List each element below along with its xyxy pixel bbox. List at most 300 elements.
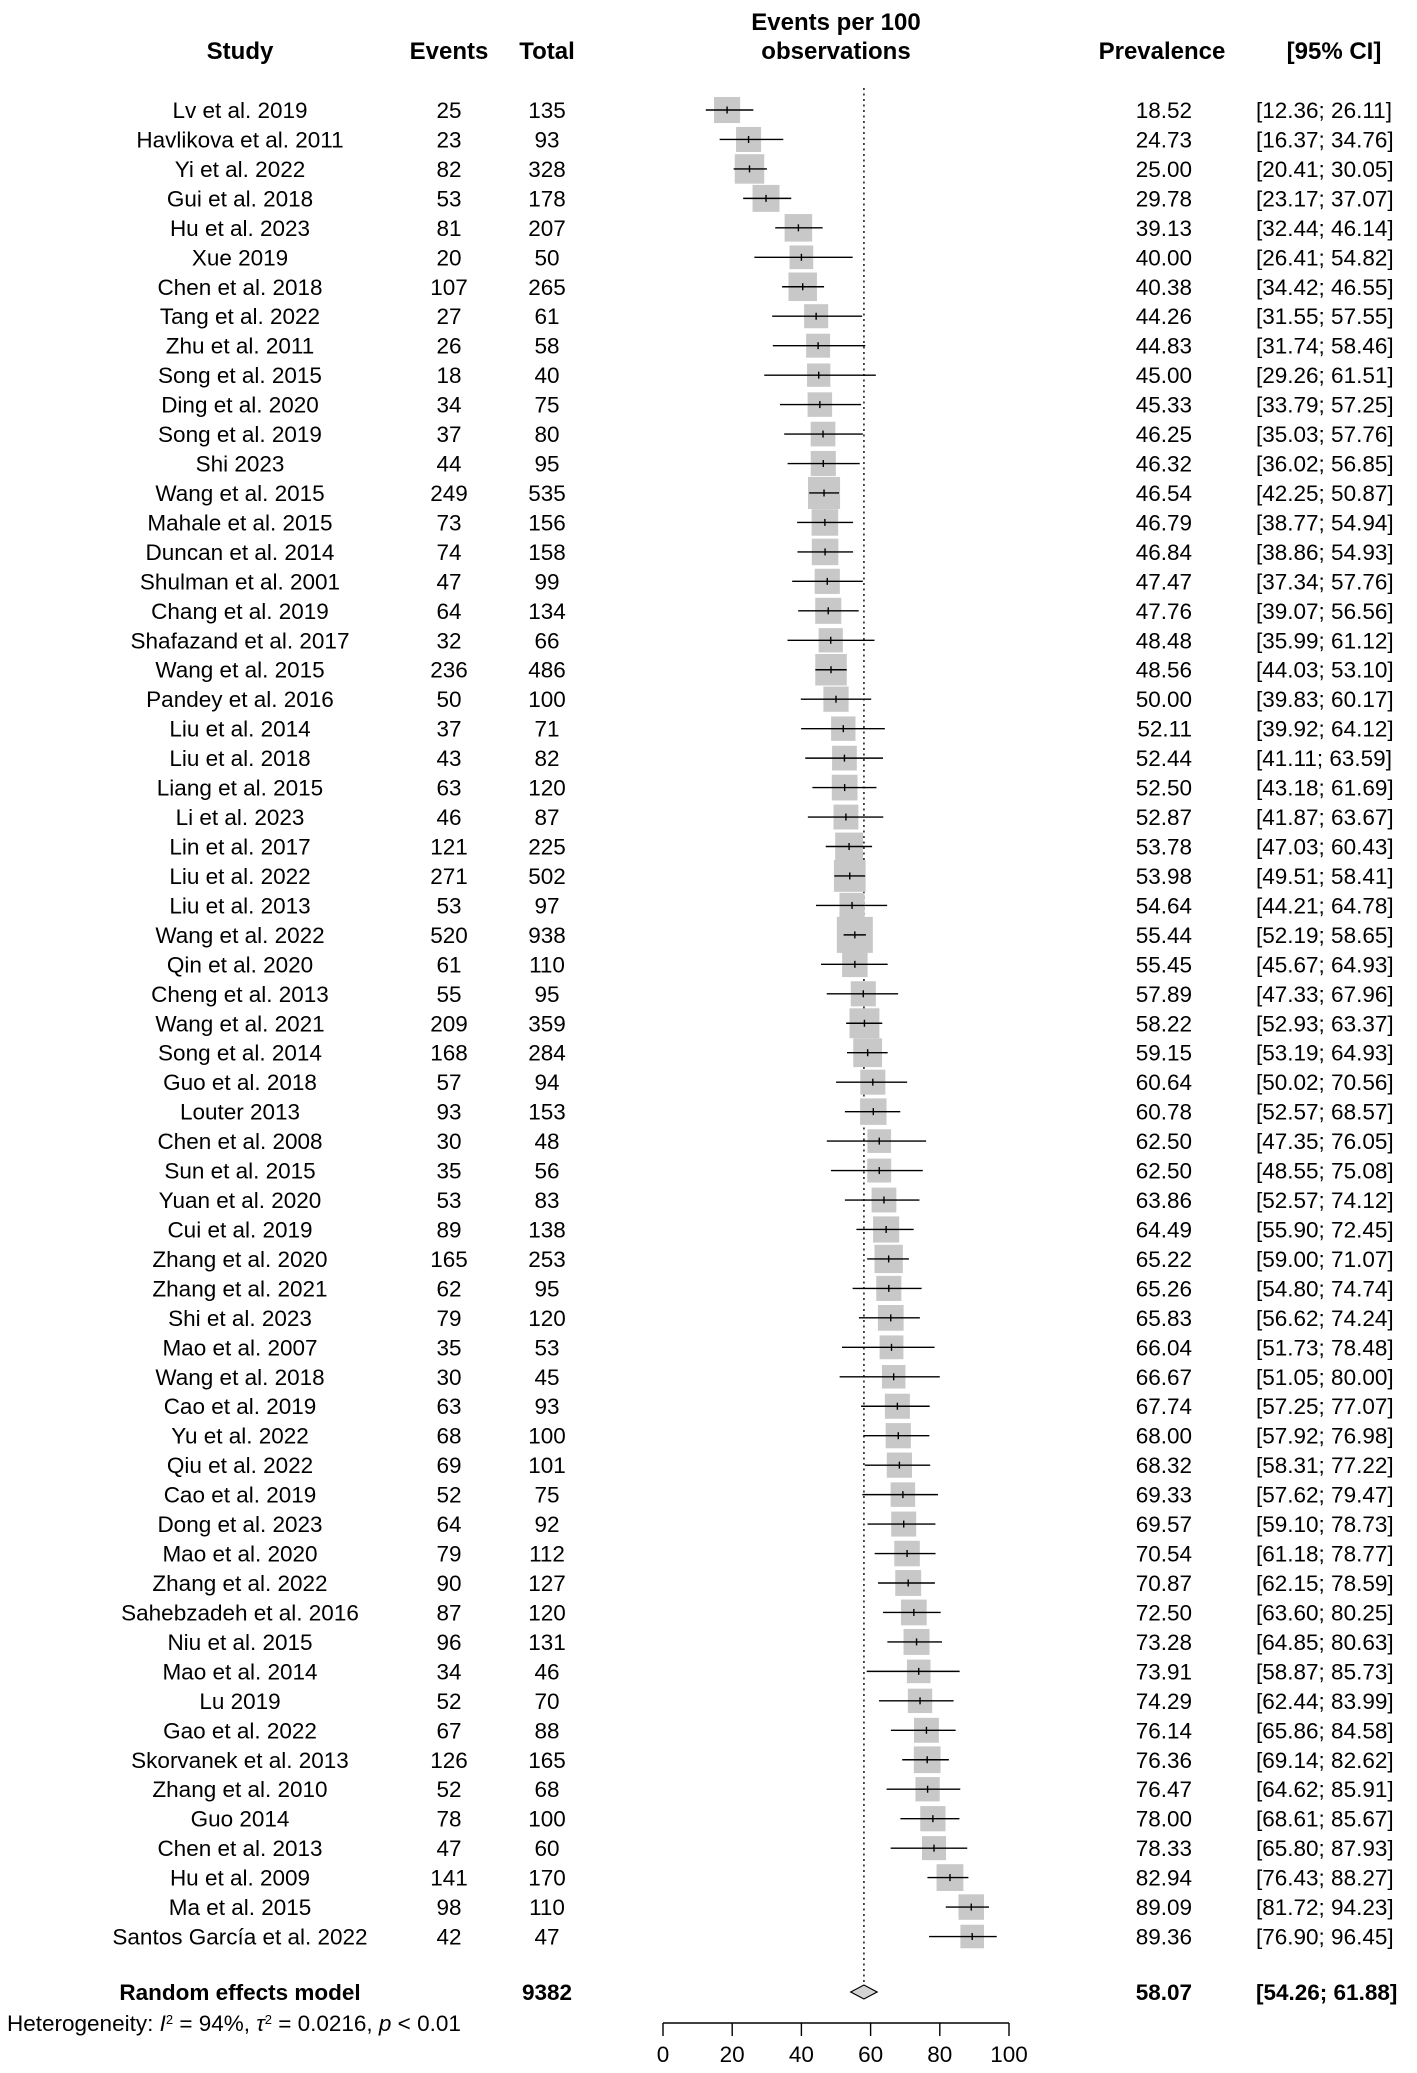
total-value: 359 — [528, 1011, 566, 1037]
prevalence-value: 76.47 — [1135, 1777, 1192, 1803]
total-value: 45 — [534, 1364, 560, 1390]
study-name: Mao et al. 2007 — [162, 1335, 318, 1361]
summary-ci: [54.26; 61.88] — [1256, 1980, 1398, 2005]
total-value: 53 — [534, 1335, 560, 1361]
total-value: 48 — [534, 1129, 560, 1155]
x-tick-label: 0 — [656, 2042, 670, 2067]
header-study: Study — [206, 38, 274, 65]
study-name: Lin et al. 2017 — [169, 834, 311, 860]
study-rows — [112, 88, 1393, 1999]
study-name: Duncan et al. 2014 — [145, 539, 335, 565]
events-value: 47 — [436, 1836, 462, 1862]
total-value: 158 — [528, 539, 566, 565]
ci-value: [41.87; 63.67] — [1256, 805, 1394, 831]
events-value: 165 — [430, 1246, 468, 1272]
study-name: Xue 2019 — [191, 245, 289, 271]
total-value: 100 — [528, 687, 566, 713]
prevalence-value: 70.54 — [1135, 1541, 1192, 1567]
prevalence-value: 55.45 — [1135, 952, 1192, 978]
ci-value: [38.86; 54.93] — [1256, 539, 1394, 565]
x-tick-label: 80 — [927, 2042, 953, 2067]
prevalence-value: 66.04 — [1135, 1335, 1192, 1361]
events-value: 52 — [436, 1688, 462, 1714]
prevalence-value: 18.52 — [1135, 98, 1192, 123]
total-value: 110 — [529, 1895, 565, 1921]
events-value: 20 — [436, 245, 462, 271]
total-value: 328 — [528, 156, 566, 182]
events-value: 98 — [436, 1895, 462, 1921]
prevalence-value: 76.14 — [1135, 1718, 1192, 1744]
prevalence-value: 89.36 — [1135, 1924, 1192, 1950]
total-value: 502 — [528, 863, 566, 889]
ci-value: [48.55; 75.08] — [1256, 1158, 1394, 1184]
total-value: 207 — [528, 215, 566, 241]
study-name: Liu et al. 2013 — [169, 893, 311, 919]
events-value: 53 — [436, 1188, 462, 1214]
events-value: 35 — [436, 1335, 462, 1361]
study-name: Guo et al. 2018 — [163, 1070, 317, 1096]
events-value: 79 — [436, 1305, 462, 1331]
total-value: 93 — [534, 127, 560, 153]
summary-diamond — [851, 1985, 877, 1999]
ci-value: [51.73; 78.48] — [1256, 1335, 1394, 1361]
ci-value: [44.21; 64.78] — [1256, 893, 1394, 919]
study-name: Qiu et al. 2022 — [166, 1453, 314, 1479]
total-value: 253 — [528, 1246, 566, 1272]
total-value: 95 — [534, 981, 560, 1007]
study-name: Wang et al. 2018 — [155, 1364, 325, 1390]
events-value: 96 — [436, 1629, 462, 1655]
ci-value: [16.37; 34.76] — [1256, 127, 1394, 153]
x-tick-label: 100 — [990, 2042, 1028, 2067]
events-value: 89 — [436, 1217, 462, 1243]
prevalence-value: 72.50 — [1135, 1600, 1192, 1626]
total-value: 284 — [528, 1040, 566, 1066]
ci-value: [12.36; 26.11] — [1256, 98, 1392, 123]
study-name: Cheng et al. 2013 — [151, 981, 329, 1007]
prevalence-value: 64.49 — [1135, 1217, 1192, 1243]
events-value: 78 — [436, 1806, 462, 1832]
total-value: 82 — [534, 746, 560, 772]
total-value: 50 — [534, 245, 560, 271]
events-value: 107 — [430, 274, 468, 300]
prevalence-value: 46.79 — [1135, 510, 1192, 536]
events-value: 61 — [436, 952, 462, 978]
prevalence-value: 60.78 — [1135, 1099, 1192, 1125]
study-name: Li et al. 2023 — [175, 805, 305, 831]
study-name: Yuan et al. 2020 — [158, 1188, 322, 1214]
total-value: 178 — [528, 186, 566, 212]
total-value: 120 — [528, 1305, 566, 1331]
events-value: 43 — [436, 746, 462, 772]
events-value: 168 — [430, 1040, 468, 1066]
total-value: 225 — [528, 834, 566, 860]
events-value: 37 — [436, 422, 462, 448]
total-value: 120 — [528, 775, 566, 801]
events-value: 34 — [436, 392, 462, 418]
study-name: Zhang et al. 2022 — [152, 1571, 328, 1596]
prevalence-value: 63.86 — [1135, 1188, 1192, 1214]
study-name: Yi et al. 2022 — [174, 156, 306, 182]
ci-value: [56.62; 74.24] — [1256, 1305, 1394, 1331]
ci-value: [68.61; 85.67] — [1256, 1806, 1394, 1832]
events-value: 82 — [436, 156, 462, 182]
total-value: 170 — [528, 1865, 566, 1891]
events-value: 271 — [430, 863, 468, 889]
ci-value: [51.05; 80.00] — [1256, 1364, 1394, 1390]
prevalence-value: 46.54 — [1135, 480, 1192, 506]
ci-value: [44.03; 53.10] — [1256, 657, 1394, 683]
ci-value: [62.44; 83.99] — [1256, 1688, 1394, 1714]
study-name: Chen et al. 2008 — [157, 1129, 323, 1155]
ci-value: [29.26; 61.51] — [1256, 363, 1394, 389]
study-name: Gao et al. 2022 — [163, 1718, 317, 1744]
ci-value: [57.92; 76.98] — [1256, 1423, 1394, 1449]
study-name: Sahebzadeh et al. 2016 — [121, 1600, 359, 1626]
ci-value: [45.67; 64.93] — [1256, 952, 1394, 978]
total-value: 75 — [534, 1482, 560, 1508]
prevalence-value: 89.09 — [1135, 1895, 1192, 1921]
events-value: 63 — [436, 1394, 462, 1420]
prevalence-value: 52.87 — [1135, 805, 1192, 831]
ci-value: [49.51; 58.41] — [1256, 863, 1394, 889]
total-value: 153 — [528, 1099, 566, 1125]
ci-value: [58.31; 77.22] — [1256, 1453, 1394, 1479]
study-name: Cui et al. 2019 — [167, 1217, 313, 1243]
study-name: Mao et al. 2020 — [162, 1541, 318, 1567]
study-name: Louter 2013 — [179, 1099, 301, 1125]
prevalence-value: 67.74 — [1135, 1394, 1192, 1420]
total-value: 80 — [534, 422, 560, 448]
study-name: Tang et al. 2022 — [159, 304, 321, 330]
ci-value: [52.19; 58.65] — [1256, 922, 1394, 948]
total-value: 83 — [534, 1188, 560, 1214]
header-events: Events — [409, 38, 489, 65]
prevalence-value: 69.33 — [1135, 1482, 1192, 1508]
ci-value: [57.25; 77.07] — [1256, 1394, 1394, 1420]
study-name: Niu et al. 2015 — [167, 1629, 313, 1655]
prevalence-value: 58.22 — [1135, 1011, 1192, 1037]
ci-value: [34.42; 46.55] — [1256, 274, 1394, 300]
study-name: Lv et al. 2019 — [172, 98, 308, 123]
events-value: 52 — [436, 1777, 462, 1803]
events-value: 73 — [436, 510, 462, 536]
study-name: Zhang et al. 2021 — [152, 1276, 328, 1302]
total-value: 93 — [534, 1394, 560, 1420]
study-name: Hu et al. 2009 — [169, 1865, 311, 1891]
ci-value: [47.33; 67.96] — [1256, 981, 1394, 1007]
prevalence-value: 68.00 — [1135, 1423, 1192, 1449]
ci-value: [35.99; 61.12] — [1256, 628, 1394, 654]
events-value: 90 — [436, 1571, 462, 1596]
total-value: 156 — [528, 510, 566, 536]
events-value: 74 — [436, 539, 462, 565]
prevalence-value: 40.00 — [1135, 245, 1192, 271]
study-name: Wang et al. 2015 — [155, 657, 325, 683]
ci-value: [26.41; 54.82] — [1256, 245, 1394, 271]
summary-prevalence: 58.07 — [1135, 1980, 1192, 2005]
prevalence-value: 29.78 — [1135, 186, 1192, 212]
total-value: 56 — [534, 1158, 560, 1184]
total-value: 135 — [528, 98, 566, 123]
prevalence-value: 45.00 — [1135, 363, 1192, 389]
events-value: 63 — [436, 775, 462, 801]
prevalence-value: 46.84 — [1135, 539, 1192, 565]
events-value: 37 — [436, 716, 462, 742]
events-value: 87 — [436, 1600, 462, 1626]
events-value: 50 — [436, 687, 462, 713]
prevalence-value: 52.50 — [1135, 775, 1192, 801]
events-value: 23 — [436, 127, 462, 153]
ci-value: [52.93; 63.37] — [1256, 1011, 1394, 1037]
ci-value: [36.02; 56.85] — [1256, 451, 1394, 477]
total-value: 120 — [528, 1600, 566, 1626]
ci-value: [32.44; 46.14] — [1256, 215, 1394, 241]
total-value: 165 — [528, 1747, 566, 1773]
study-name: Pandey et al. 2016 — [146, 687, 334, 713]
prevalence-value: 62.50 — [1135, 1129, 1192, 1155]
ci-value: [41.11; 63.59] — [1256, 746, 1392, 772]
ci-value: [65.80; 87.93] — [1256, 1836, 1394, 1862]
prevalence-value: 73.28 — [1135, 1629, 1192, 1655]
events-value: 126 — [430, 1747, 468, 1773]
prevalence-value: 44.83 — [1135, 333, 1192, 359]
total-value: 100 — [528, 1806, 566, 1832]
prevalence-value: 60.64 — [1135, 1070, 1192, 1096]
total-value: 88 — [534, 1718, 560, 1744]
ci-value: [64.62; 85.91] — [1256, 1777, 1394, 1803]
prevalence-value: 24.73 — [1135, 127, 1192, 153]
total-value: 94 — [534, 1070, 560, 1096]
events-value: 30 — [436, 1364, 462, 1390]
study-name: Havlikova et al. 2011 — [136, 127, 344, 153]
prevalence-value: 48.48 — [1135, 628, 1192, 654]
prevalence-value: 52.44 — [1135, 746, 1192, 772]
prevalence-value: 78.00 — [1135, 1806, 1192, 1832]
prevalence-value: 65.22 — [1135, 1246, 1192, 1272]
ci-value: [55.90; 72.45] — [1256, 1217, 1394, 1243]
header-plot-title-1: Events per 100 — [751, 9, 921, 36]
heterogeneity-text: Heterogeneity: $I^2 = 94\%$, $\tau^2 = 0.0216$, p < 0.01 — [7, 2011, 461, 2036]
total-value: 486 — [528, 657, 566, 683]
events-value: 81 — [436, 215, 462, 241]
prevalence-value: 70.87 — [1135, 1571, 1192, 1596]
events-value: 236 — [430, 657, 468, 683]
ci-value: [54.80; 74.74] — [1256, 1276, 1394, 1302]
study-name: Shafazand et al. 2017 — [130, 628, 350, 654]
study-name: Shulman et al. 2001 — [139, 569, 341, 595]
total-value: 535 — [528, 480, 566, 506]
prevalence-value: 57.89 — [1135, 981, 1192, 1007]
ci-value: [61.18; 78.77] — [1256, 1541, 1394, 1567]
study-name: Cao et al. 2019 — [163, 1482, 317, 1508]
events-value: 26 — [436, 333, 462, 359]
ci-value: [43.18; 61.69] — [1256, 775, 1394, 801]
prevalence-value: 25.00 — [1135, 156, 1192, 182]
study-name: Santos García et al. 2022 — [112, 1924, 368, 1950]
total-value: 112 — [529, 1541, 565, 1567]
study-name: Chen et al. 2013 — [157, 1836, 323, 1862]
events-value: 53 — [436, 186, 462, 212]
ci-value: [23.17; 37.07] — [1256, 186, 1394, 212]
prevalence-value: 66.67 — [1135, 1364, 1192, 1390]
prevalence-value: 45.33 — [1135, 392, 1192, 418]
ci-value: [53.19; 64.93] — [1256, 1040, 1394, 1066]
study-name: Song et al. 2019 — [158, 422, 322, 448]
study-name: Hu et al. 2023 — [169, 215, 311, 241]
study-name: Shi et al. 2023 — [168, 1305, 312, 1331]
study-name: Chen et al. 2018 — [157, 274, 323, 300]
x-axis — [657, 2023, 1028, 2067]
events-value: 141 — [430, 1865, 468, 1891]
events-value: 69 — [436, 1453, 462, 1479]
ci-value: [57.62; 79.47] — [1256, 1482, 1394, 1508]
total-value: 60 — [534, 1836, 560, 1862]
prevalence-value: 50.00 — [1135, 687, 1192, 713]
total-value: 46 — [534, 1659, 560, 1685]
total-value: 99 — [534, 569, 560, 595]
study-name: Zhang et al. 2020 — [152, 1246, 328, 1272]
total-value: 58 — [534, 333, 560, 359]
prevalence-value: 44.26 — [1135, 304, 1192, 330]
prevalence-value: 76.36 — [1135, 1747, 1192, 1773]
events-value: 249 — [430, 480, 468, 506]
ci-value: [59.10; 78.73] — [1256, 1512, 1394, 1538]
total-value: 101 — [528, 1453, 566, 1479]
prevalence-value: 65.83 — [1135, 1305, 1192, 1331]
total-value: 134 — [528, 598, 566, 624]
ci-value: [47.35; 76.05] — [1256, 1129, 1394, 1155]
events-value: 27 — [436, 304, 462, 330]
ci-value: [38.77; 54.94] — [1256, 510, 1394, 536]
events-value: 62 — [436, 1276, 462, 1302]
study-name: Liu et al. 2018 — [169, 746, 311, 772]
events-value: 30 — [436, 1129, 462, 1155]
ci-value: [31.74; 58.46] — [1256, 333, 1394, 359]
ci-value: [52.57; 68.57] — [1256, 1099, 1394, 1125]
total-value: 47 — [534, 1924, 560, 1950]
header-total: Total — [519, 38, 575, 65]
total-value: 938 — [528, 922, 566, 948]
prevalence-value: 39.13 — [1135, 215, 1192, 241]
study-name: Chang et al. 2019 — [151, 598, 329, 624]
summary-total: 9382 — [521, 1980, 573, 2005]
events-value: 42 — [436, 1924, 462, 1950]
events-value: 64 — [436, 598, 462, 624]
prevalence-value: 73.91 — [1135, 1659, 1192, 1685]
events-value: 55 — [436, 981, 462, 1007]
ci-value: [69.14; 82.62] — [1256, 1747, 1394, 1773]
total-value: 131 — [528, 1629, 566, 1655]
study-name: Dong et al. 2023 — [157, 1512, 323, 1538]
total-value: 127 — [528, 1571, 566, 1596]
study-name: Qin et al. 2020 — [166, 952, 314, 978]
events-value: 93 — [436, 1099, 462, 1125]
study-name: Wang et al. 2022 — [155, 922, 325, 948]
prevalence-value: 54.64 — [1135, 893, 1192, 919]
ci-value: [65.86; 84.58] — [1256, 1718, 1394, 1744]
study-name: Guo 2014 — [190, 1806, 290, 1832]
prevalence-value: 53.78 — [1135, 834, 1192, 860]
total-value: 40 — [534, 363, 560, 389]
ci-value: [20.41; 30.05] — [1256, 156, 1394, 182]
events-value: 53 — [436, 893, 462, 919]
header-ci: [95% CI] — [1286, 38, 1382, 65]
ci-value: [33.79; 57.25] — [1256, 392, 1394, 418]
ci-value: [35.03; 57.76] — [1256, 422, 1394, 448]
events-value: 121 — [430, 834, 468, 860]
prevalence-value: 55.44 — [1135, 922, 1192, 948]
ci-value: [81.72; 94.23] — [1256, 1895, 1394, 1921]
prevalence-value: 46.25 — [1135, 422, 1192, 448]
events-value: 57 — [436, 1070, 462, 1096]
x-tick-label: 60 — [858, 2042, 884, 2067]
ci-value: [39.92; 64.12] — [1256, 716, 1394, 742]
study-name: Lu 2019 — [199, 1688, 281, 1714]
study-name: Liu et al. 2022 — [169, 863, 311, 889]
study-name: Song et al. 2015 — [158, 363, 322, 389]
study-name: Skorvanek et al. 2013 — [131, 1747, 349, 1773]
prevalence-value: 65.26 — [1135, 1276, 1192, 1302]
study-name: Wang et al. 2021 — [155, 1011, 325, 1037]
study-name: Mahale et al. 2015 — [147, 510, 333, 536]
prevalence-value: 52.11 — [1137, 716, 1192, 742]
study-name: Zhang et al. 2010 — [152, 1777, 328, 1803]
total-value: 265 — [528, 274, 566, 300]
total-value: 70 — [534, 1688, 560, 1714]
study-name: Ma et al. 2015 — [168, 1895, 312, 1921]
prevalence-value: 68.32 — [1135, 1453, 1192, 1479]
events-value: 209 — [430, 1011, 468, 1037]
prevalence-value: 59.15 — [1135, 1040, 1192, 1066]
study-name: Sun et al. 2015 — [164, 1158, 316, 1184]
prevalence-value: 46.32 — [1135, 451, 1192, 477]
study-name: Wang et al. 2015 — [155, 480, 325, 506]
events-value: 79 — [436, 1541, 462, 1567]
ci-value: [47.03; 60.43] — [1256, 834, 1394, 860]
total-value: 95 — [534, 1276, 560, 1302]
ci-value: [76.90; 96.45] — [1256, 1924, 1394, 1950]
prevalence-value: 82.94 — [1135, 1865, 1192, 1891]
total-value: 71 — [534, 716, 560, 742]
events-value: 64 — [436, 1512, 462, 1538]
total-value: 66 — [534, 628, 560, 654]
header-plot-title-2: observations — [761, 38, 911, 65]
ci-value: [52.57; 74.12] — [1256, 1188, 1394, 1214]
study-name: Mao et al. 2014 — [162, 1659, 318, 1685]
events-value: 68 — [436, 1423, 462, 1449]
total-value: 110 — [529, 952, 565, 978]
study-name: Liang et al. 2015 — [156, 775, 324, 801]
events-value: 44 — [436, 451, 462, 477]
ci-value: [31.55; 57.55] — [1256, 304, 1394, 330]
x-tick-label: 40 — [788, 2042, 814, 2067]
total-value: 138 — [528, 1217, 566, 1243]
events-value: 52 — [436, 1482, 462, 1508]
total-value: 95 — [534, 451, 560, 477]
study-name: Gui et al. 2018 — [166, 186, 314, 212]
prevalence-value: 47.47 — [1135, 569, 1192, 595]
events-value: 47 — [436, 569, 462, 595]
study-name: Cao et al. 2019 — [163, 1394, 317, 1420]
events-value: 18 — [436, 363, 462, 389]
total-value: 100 — [528, 1423, 566, 1449]
x-tick-label: 20 — [719, 2042, 745, 2067]
study-name: Yu et al. 2022 — [171, 1423, 309, 1449]
ci-value: [63.60; 80.25] — [1256, 1600, 1394, 1626]
prevalence-value: 40.38 — [1135, 274, 1192, 300]
prevalence-value: 47.76 — [1135, 598, 1192, 624]
